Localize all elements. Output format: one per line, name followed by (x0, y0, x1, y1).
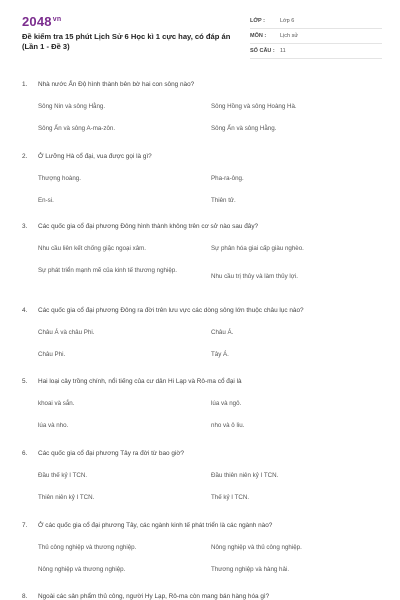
page-title: Đề kiểm tra 15 phút Lịch Sử 6 Học kì 1 cực hay, có đáp án (Lần 1 - Đề 3) (22, 32, 231, 51)
answer-option[interactable]: lúa và nho. (38, 422, 69, 429)
answer-option[interactable]: Châu Á. (211, 329, 234, 336)
answer-option[interactable]: Đầu thế kỷ I TCN. (38, 472, 88, 479)
answer-option[interactable]: En-si. (38, 197, 54, 204)
answer-option[interactable]: Sông Ấn và sông Hằng. (211, 125, 277, 132)
answer-option[interactable]: Sông Hồng và sông Hoàng Hà. (211, 103, 297, 110)
answer-option[interactable]: Thương nghiệp và hàng hải. (211, 566, 290, 573)
answer-option[interactable]: Thiên tử. (211, 197, 236, 204)
meta-row-count (250, 44, 382, 59)
answer-option[interactable]: Nông nghiệp và thủ công nghiệp. (211, 544, 302, 551)
question-number: 5. (22, 378, 28, 385)
question-1 (22, 80, 382, 140)
question-number: 8. (22, 593, 28, 600)
answer-option[interactable]: Thượng hoàng. (38, 175, 81, 182)
answer-option[interactable]: Sự phát triển mạnh mẽ của kinh tế thương nghiệp. (38, 267, 177, 274)
question-2 (22, 152, 382, 212)
question-6 (22, 449, 382, 509)
meta-key: LỚP : (250, 18, 265, 24)
meta-key: SỐ CÂU : (250, 48, 275, 54)
answer-option[interactable]: Thiên niên kỷ I TCN. (38, 494, 95, 501)
answer-option[interactable]: Sông Nin và sông Hằng. (38, 103, 106, 110)
question-text: Ngoài các sản phẩm thủ công, người Hy Lạp, Rô-ma còn mang bán hàng hóa gì? (38, 593, 270, 600)
question-number: 2. (22, 153, 28, 160)
question-number: 3. (22, 223, 28, 230)
question-text: Ở Lưỡng Hà cổ đại, vua được gọi là gì? (38, 153, 152, 160)
question-3 (22, 222, 382, 298)
meta-key: MÔN : (250, 33, 267, 39)
question-number: 6. (22, 450, 28, 457)
answer-option[interactable]: Châu Á và châu Phi. (38, 329, 95, 336)
answer-option[interactable]: Sự phân hóa giai cấp giàu nghèo. (211, 245, 304, 252)
question-number: 4. (22, 307, 28, 314)
answer-option[interactable]: Nhu cầu liên kết chống giặc ngoại xâm. (38, 245, 147, 252)
question-text: Nhà nước Ấn Độ hình thành bên bờ hai con sông nào? (38, 81, 195, 88)
meta-value[interactable]: Lớp 6 (280, 18, 295, 24)
meta-row-subject (250, 29, 382, 44)
answer-option[interactable]: Đầu thiên niên kỷ I TCN. (211, 472, 279, 479)
answer-option[interactable]: Sông Ấn và sông A-ma-zôn. (38, 125, 116, 132)
question-text: Các quốc gia cổ đại phương Đông ra đời trên lưu vực các dòng sông lớn thuộc châu lục nào? (38, 307, 304, 314)
answer-option[interactable]: Nhu cầu trị thủy và làm thủy lợi. (211, 273, 298, 280)
answer-option[interactable]: lúa và ngô. (211, 400, 242, 407)
answer-option[interactable]: Thế kỷ I TCN. (211, 494, 250, 501)
question-7 (22, 521, 382, 581)
question-text: Ở các quốc gia cổ đại phương Tây, các ngành kinh tế phát triển là các ngành nào? (38, 522, 273, 529)
answer-option[interactable]: nho và ô liu. (211, 422, 245, 429)
question-text: Các quốc gia cổ đại phương Đông hình thành không trên cơ sở nào sau đây? (38, 223, 259, 230)
answer-option[interactable]: Nông nghiệp và thương nghiệp. (38, 566, 126, 573)
answer-option[interactable]: khoai và sắn. (38, 400, 75, 407)
question-4 (22, 306, 382, 366)
question-number: 1. (22, 81, 28, 88)
document-header (22, 14, 382, 64)
answer-option[interactable]: Thủ công nghiệp và thương nghiệp. (38, 544, 137, 551)
answer-option[interactable]: Châu Phi. (38, 351, 66, 358)
answer-option[interactable]: Pha-ra-ông. (211, 175, 244, 182)
question-5 (22, 377, 382, 437)
meta-value: 11 (280, 48, 286, 54)
question-number: 7. (22, 522, 28, 529)
meta-value[interactable]: Lịch sử (280, 33, 299, 39)
site-logo[interactable]: $2048^{vn}$ (22, 14, 62, 29)
question-text: Hai loại cây trồng chính, nổi tiếng của cư dân Hi Lạp và Rô-ma cổ đại là (38, 378, 242, 385)
question-text: Các quốc gia cổ đại phương Tây ra đời từ bao giờ? (38, 450, 185, 457)
meta-panel (250, 14, 382, 59)
question-8 (22, 592, 382, 600)
answer-option[interactable]: Tây Á. (211, 351, 229, 358)
meta-row-class (250, 14, 382, 29)
